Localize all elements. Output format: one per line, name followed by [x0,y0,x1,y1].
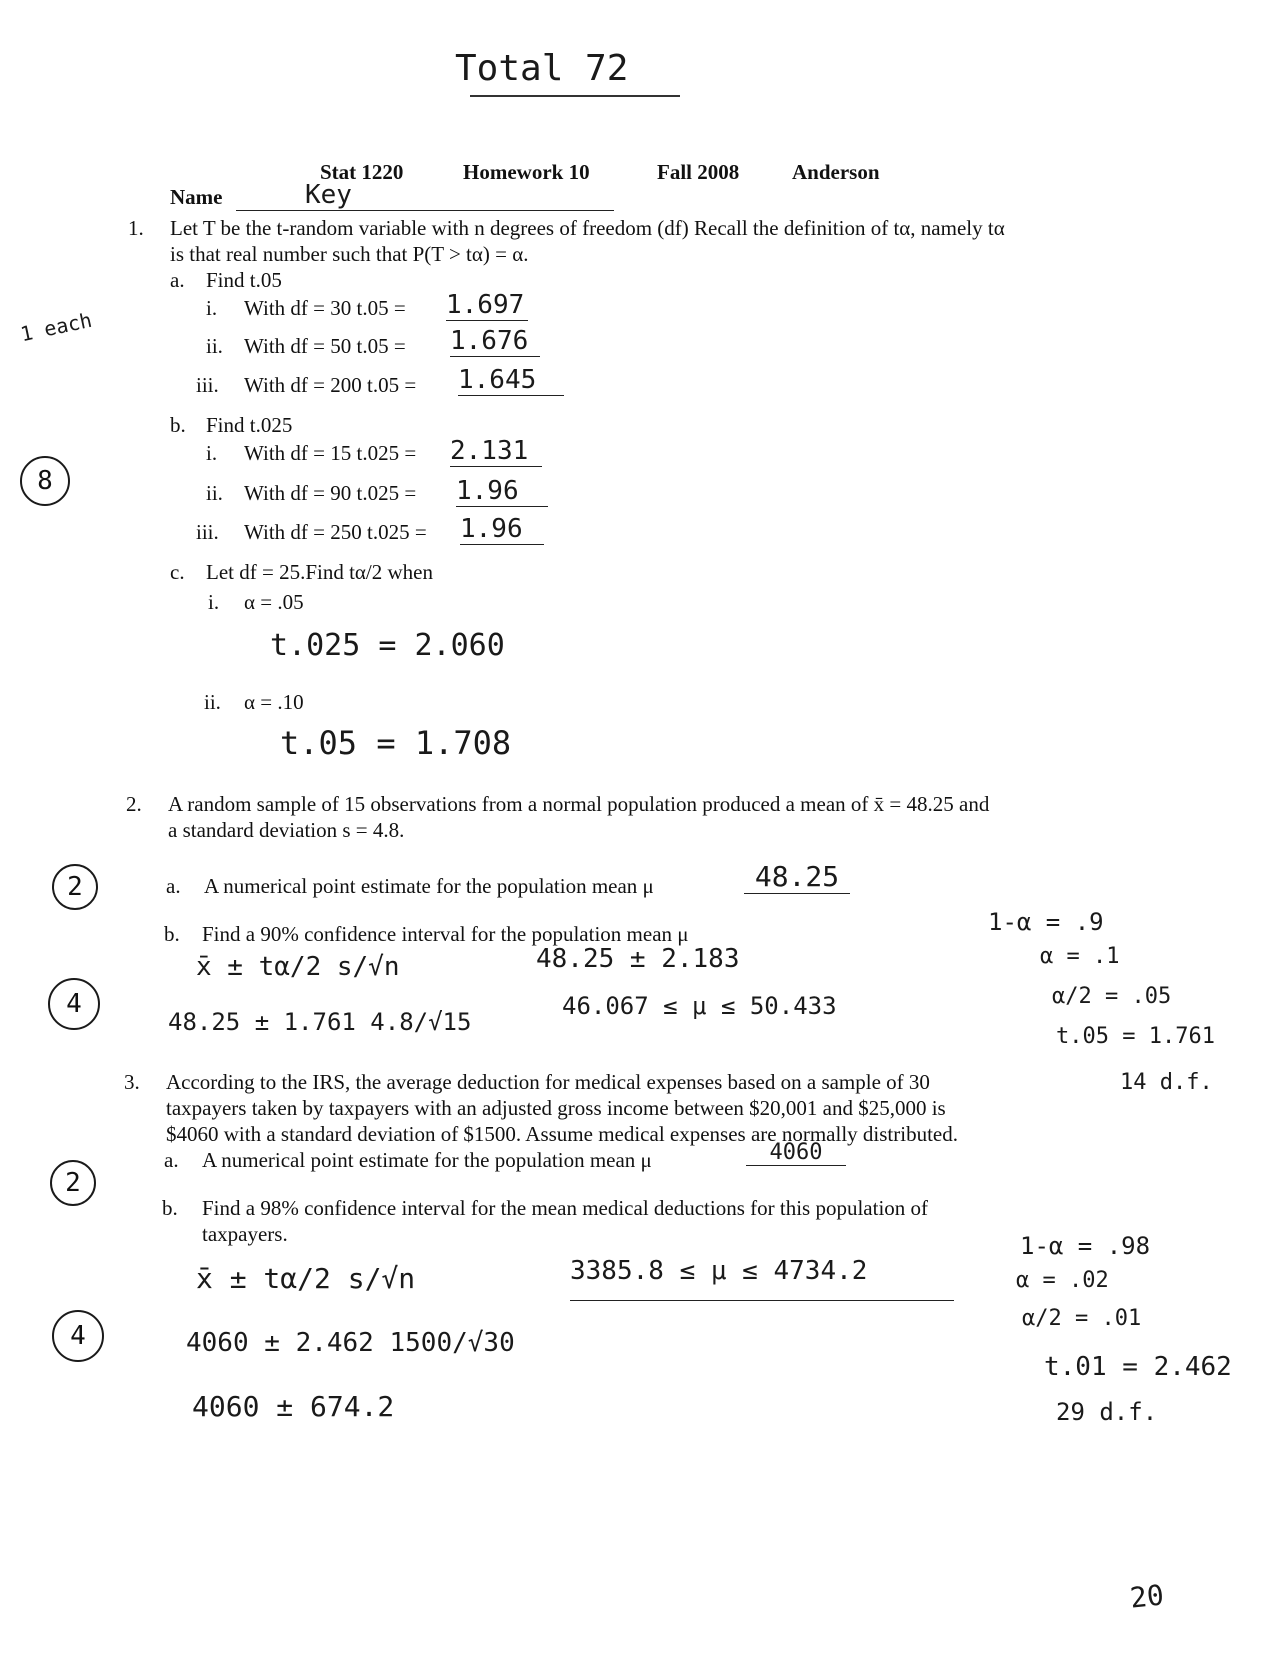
q2-side-1: 1-α = .9 [988,908,1104,936]
q3-side-1: 1-α = .98 [1020,1232,1151,1260]
q1a-iii-num: iii. [196,373,219,397]
score-q2a: 2 [52,864,98,910]
q3-work-formula: x̄ ± tα/2 s/√n [196,1262,416,1295]
q1b-prompt: Find t.025 [206,413,293,437]
q1c-ii-num: ii. [204,690,221,714]
total-score: Total 72 [455,48,629,89]
q1a-i-answer: 1.697 [446,290,528,321]
q2-work-formula: x̄ ± tα/2 s/√n [196,952,400,982]
q2-text-line2: a standard deviation s = 4.8. [168,818,405,842]
q3-number: 3. [124,1070,140,1094]
q1c-ii-label: α = .10 [244,690,304,714]
q3-side-5: 29 d.f. [1056,1398,1158,1426]
q3b-letter: b. [162,1196,178,1220]
q2-work-margin: 48.25 ± 2.183 [536,944,740,974]
q1a-iii-label: With df = 200 t.05 = [244,373,417,397]
q1b-iii-answer: 1.96 [460,514,544,545]
q2-side-3: α/2 = .05 [1052,984,1172,1009]
q2-work-substitution: 48.25 ± 1.761 4.8/√15 [168,1008,472,1036]
q1b-i-label: With df = 15 t.025 = [244,441,417,465]
q2b-letter: b. [164,922,180,946]
page-total: 20 [1128,1578,1166,1615]
q1b-ii-answer: 1.96 [456,476,548,507]
q2-text-line1: A random sample of 15 observations from a normal population produced a mean of x̄ = 48.25 and [168,792,990,816]
name-label: Name [170,185,223,209]
per-item-note: 1 each [18,307,94,347]
q1b-i-num: i. [206,441,218,465]
q3-text-line3: $4060 with a standard deviation of $1500. Assume medical expenses are normally distributed. [166,1122,958,1146]
q2-number: 2. [126,792,142,816]
q1a-ii-label: With df = 50 t.05 = [244,334,406,358]
q1c-ii-work: t.05 = 1.708 [280,724,512,762]
q1a-iii-answer: 1.645 [458,365,564,396]
q1-number: 1. [128,216,144,240]
q3-side-4: t.01 = 2.462 [1044,1352,1232,1382]
q2a-answer: 48.25 [744,860,850,894]
q2-side-4: t.05 = 1.761 [1056,1024,1215,1049]
q2a-text: A numerical point estimate for the population mean μ [204,874,654,898]
q1-intro-line1: Let T be the t-random variable with n degrees of freedom (df) Recall the definition of tα, namely tα [170,216,1005,240]
q3-work-interval: 3385.8 ≤ μ ≤ 4734.2 [570,1256,954,1301]
q1a-ii-answer: 1.676 [450,326,540,357]
course-title: Stat 1220 [320,160,404,184]
q1c-i-label: α = .05 [244,590,304,614]
q1a-prompt: Find t.05 [206,268,282,292]
q1b-iii-label: With df = 250 t.025 = [244,520,427,544]
q3-side-3: α/2 = .01 [1022,1306,1142,1331]
q3a-letter: a. [164,1148,179,1172]
q1b-i-answer: 2.131 [450,436,542,467]
instructor: Anderson [792,160,880,184]
q2-work-interval: 46.067 ≤ μ ≤ 50.433 [562,992,837,1020]
q1c-i-work: t.025 = 2.060 [270,628,505,663]
q1a-ii-num: ii. [206,334,223,358]
q1a-i-label: With df = 30 t.05 = [244,296,406,320]
q3a-answer: 4060 [746,1140,846,1166]
q3-side-2: α = .02 [1016,1268,1109,1293]
q3-text-line1: According to the IRS, the average deduction for medical expenses based on a sample of 30 [166,1070,930,1094]
q1b-ii-num: ii. [206,481,223,505]
q1b-iii-num: iii. [196,520,219,544]
q3-text-line2: taxpayers taken by taxpayers with an adjusted gross income between $20,001 and $25,000 is [166,1096,946,1120]
q3b-text-line1: Find a 98% confidence interval for the mean medical deductions for this population of [202,1196,929,1220]
q1b-letter: b. [170,413,186,437]
q2a-letter: a. [166,874,181,898]
q1a-i-num: i. [206,296,218,320]
q1-intro-line2: is that real number such that P(T > tα) = α. [170,242,529,266]
q3b-text-line2: taxpayers. [202,1222,288,1246]
q1c-prompt: Let df = 25.Find tα/2 when [206,560,433,584]
q2-side-5: 14 d.f. [1120,1070,1213,1095]
q3-work-substitution: 4060 ± 2.462 1500/√30 [186,1328,515,1358]
score-q2b: 4 [48,978,100,1030]
score-q1: 8 [20,456,70,506]
term: Fall 2008 [657,160,740,184]
total-underline [470,95,680,97]
q3a-text: A numerical point estimate for the population mean μ [202,1148,652,1172]
name-line [236,210,614,211]
score-q3a: 2 [50,1160,96,1206]
q2-side-2: α = .1 [1040,944,1120,969]
q1c-i-num: i. [208,590,220,614]
q2b-text: Find a 90% confidence interval for the population mean μ [202,922,689,946]
score-q3b: 4 [52,1310,104,1362]
q1b-ii-label: With df = 90 t.025 = [244,481,417,505]
assignment-title: Homework 10 [463,160,590,184]
name-value: Key [305,180,352,210]
q1a-letter: a. [170,268,185,292]
q1c-letter: c. [170,560,185,584]
q3-work-margin: 4060 ± 674.2 [192,1390,395,1423]
